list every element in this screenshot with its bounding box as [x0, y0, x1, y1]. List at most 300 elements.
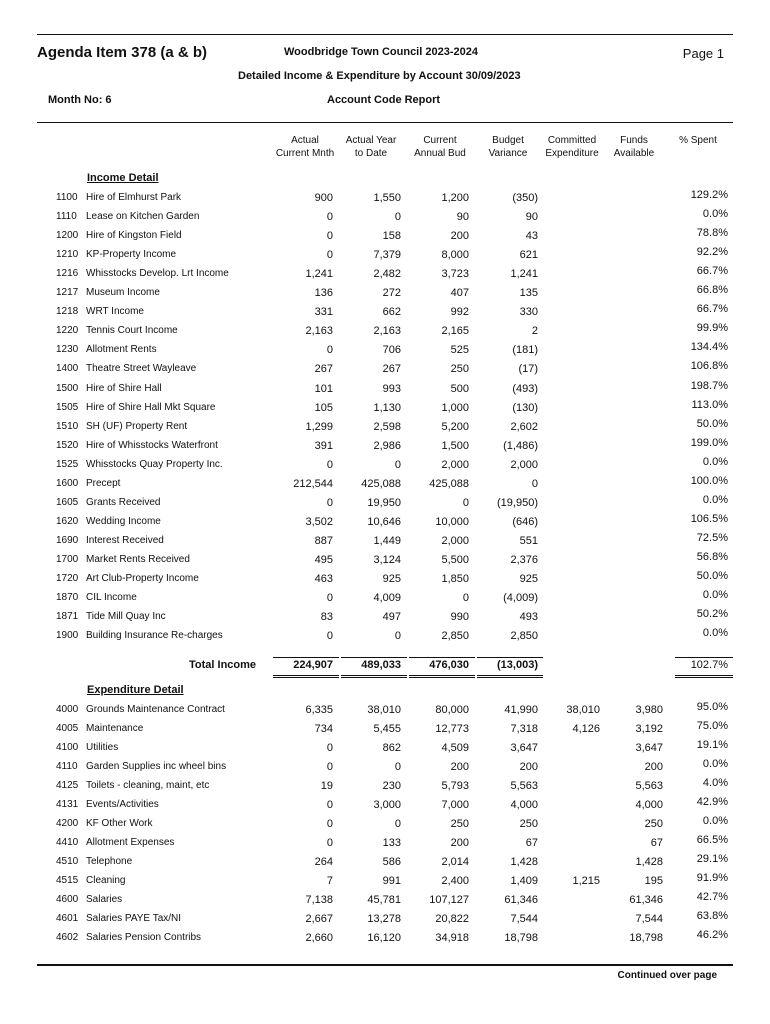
value-cell: (19,950) — [497, 496, 538, 509]
value-cell: 66.7% — [696, 265, 728, 278]
value-cell: 2,667 — [305, 913, 333, 925]
account-code: 1900 — [56, 630, 79, 642]
account-code: 4510 — [56, 856, 79, 867]
value-cell: 1,409 — [510, 875, 538, 887]
report-name: Account Code Report — [327, 94, 441, 106]
value-cell: 1,449 — [373, 534, 401, 547]
value-cell: 0 — [326, 458, 333, 471]
value-cell: 0 — [394, 761, 401, 773]
value-cell: 7,318 — [510, 723, 538, 735]
value-cell: 621 — [519, 249, 538, 262]
account-description: Grounds Maintenance Contract — [86, 704, 225, 715]
report-subtitle: Detailed Income & Expenditure by Account 30/09/2023 — [238, 70, 521, 82]
value-cell: 34,918 — [435, 932, 469, 944]
value-cell: 106.5% — [690, 512, 728, 525]
value-cell: 78.8% — [696, 227, 728, 240]
account-description: KF Other Work — [86, 818, 153, 829]
value-cell: 200 — [450, 837, 469, 849]
table-row — [0, 550, 770, 572]
value-cell: 42.9% — [696, 796, 728, 808]
value-cell: 63.8% — [696, 910, 728, 922]
account-code: 4200 — [56, 818, 79, 829]
value-cell: 2,482 — [373, 268, 401, 281]
value-cell: 13,278 — [367, 913, 401, 925]
value-cell: 551 — [519, 534, 538, 547]
account-code: 4005 — [56, 723, 79, 734]
value-cell: 1,215 — [572, 875, 600, 887]
table-row — [0, 910, 770, 931]
account-code: 1100 — [56, 192, 78, 203]
value-cell: 2,660 — [305, 932, 333, 944]
table-row — [0, 208, 770, 229]
col-header-actual-month: Actual Current Mnth — [275, 135, 335, 159]
account-description: KP-Property Income — [86, 249, 177, 261]
value-cell: 46.2% — [696, 929, 728, 941]
account-code: 4410 — [56, 837, 79, 848]
value-cell: 105 — [314, 401, 333, 414]
value-cell: 5,563 — [510, 780, 538, 792]
account-code: 4110 — [56, 761, 78, 772]
table-row — [0, 246, 770, 267]
total-overline — [477, 657, 543, 658]
total-overline — [273, 657, 339, 658]
account-code: 1605 — [56, 496, 79, 508]
value-cell: 0 — [394, 211, 401, 224]
value-cell: 2,000 — [441, 534, 469, 547]
value-cell: 38,010 — [367, 704, 401, 716]
table-row — [0, 853, 770, 874]
value-cell: 199.0% — [690, 436, 728, 449]
footer-rule — [37, 964, 733, 966]
value-cell: 1,000 — [441, 401, 469, 414]
total-cell: 102.7% — [690, 659, 728, 671]
account-description: Events/Activities — [86, 799, 159, 810]
total-overline — [675, 657, 733, 658]
value-cell: 2,850 — [510, 630, 538, 643]
value-cell: 67 — [650, 837, 663, 849]
account-code: 1220 — [56, 325, 79, 337]
value-cell: 0 — [531, 477, 538, 490]
value-cell: 7,379 — [373, 249, 401, 262]
account-description: Whisstocks Develop. Lrt Income — [86, 268, 229, 280]
value-cell: 0.0% — [702, 627, 728, 640]
table-row — [0, 834, 770, 855]
value-cell: 0 — [326, 799, 333, 811]
col-header-committed: Committed Expenditure — [545, 135, 599, 159]
account-description: SH (UF) Property Rent — [86, 420, 188, 432]
account-code: 4100 — [56, 742, 79, 753]
value-cell: 19.1% — [696, 739, 728, 751]
value-cell: 2,986 — [373, 439, 401, 452]
value-cell: 330 — [519, 306, 538, 319]
account-description: CIL Income — [86, 592, 137, 604]
account-code: 1520 — [56, 439, 79, 451]
table-row — [0, 379, 770, 401]
value-cell: 7,544 — [510, 913, 538, 925]
value-cell: 3,000 — [373, 799, 401, 811]
account-description: Salaries — [86, 894, 123, 905]
account-description: Museum Income — [86, 287, 160, 299]
value-cell: 50.0% — [696, 417, 728, 430]
agenda-item: Agenda Item 378 (a & b) — [37, 44, 208, 61]
table-row — [0, 739, 770, 760]
account-code: 4000 — [56, 704, 79, 715]
value-cell: 19 — [320, 780, 333, 792]
value-cell: 6,335 — [305, 704, 333, 716]
total-underline — [273, 675, 339, 676]
table-row — [0, 436, 770, 458]
account-description: Hire of Shire Hall Mkt Square — [86, 401, 216, 413]
value-cell: 3,192 — [635, 723, 663, 735]
account-description: Building Insurance Re-charges — [86, 630, 223, 642]
value-cell: 10,646 — [367, 515, 401, 528]
total-overline — [341, 657, 407, 658]
account-description: Maintenance — [86, 723, 144, 734]
value-cell: 100.0% — [690, 474, 728, 487]
value-cell: 463 — [314, 573, 333, 585]
value-cell: 106.8% — [690, 360, 728, 373]
value-cell: 0 — [326, 761, 333, 773]
value-cell: 92.2% — [696, 246, 728, 259]
col-header-percent-spent: % Spent — [679, 135, 717, 146]
value-cell: 1,550 — [373, 192, 401, 204]
account-description: Toilets - cleaning, maint, etc — [86, 780, 210, 791]
table-row — [0, 417, 770, 439]
total-underline — [341, 675, 407, 676]
value-cell: (646) — [512, 515, 538, 528]
value-cell: 0 — [394, 630, 401, 643]
value-cell: 925 — [519, 573, 538, 585]
account-code: 1216 — [56, 268, 79, 280]
value-cell: 2,014 — [441, 856, 469, 868]
value-cell: 200 — [450, 230, 469, 243]
value-cell: 900 — [314, 192, 333, 204]
account-code: 4601 — [56, 913, 79, 924]
table-row — [0, 341, 770, 362]
value-cell: 0.0% — [702, 493, 728, 506]
value-cell: 1,130 — [373, 401, 401, 414]
value-cell: 250 — [450, 818, 469, 830]
account-description: Market Rents Received — [86, 553, 190, 565]
total-underline — [477, 675, 543, 676]
value-cell: 66.7% — [696, 303, 728, 316]
value-cell: 19,950 — [367, 496, 401, 509]
value-cell: 7,544 — [635, 913, 663, 925]
value-cell: 0 — [326, 592, 333, 605]
value-cell: 0 — [326, 249, 333, 262]
value-cell: 4.0% — [702, 777, 728, 789]
value-cell: 734 — [314, 723, 333, 735]
value-cell: 7,138 — [305, 894, 333, 906]
value-cell: 18,798 — [629, 932, 663, 944]
total-income-label: Total Income — [189, 659, 257, 671]
account-description: Salaries PAYE Tax/NI — [86, 913, 182, 924]
account-code: 1510 — [56, 420, 79, 432]
account-code: 4600 — [56, 894, 79, 905]
value-cell: 95.0% — [696, 701, 728, 713]
value-cell: (350) — [512, 192, 538, 204]
value-cell: 80,000 — [435, 704, 469, 716]
value-cell: 90 — [456, 211, 469, 224]
value-cell: 0.0% — [702, 758, 728, 770]
value-cell: 991 — [382, 875, 401, 887]
value-cell: 198.7% — [690, 379, 728, 392]
table-row — [0, 589, 770, 610]
value-cell: 3,723 — [441, 268, 469, 281]
account-code: 1525 — [56, 458, 79, 470]
table-row — [0, 796, 770, 817]
value-cell: 272 — [382, 287, 401, 300]
total-underline — [409, 675, 475, 676]
value-cell: 66.8% — [696, 284, 728, 297]
account-code: 1110 — [56, 211, 77, 223]
account-code: 1500 — [56, 382, 79, 394]
value-cell: 101 — [314, 382, 333, 395]
total-cell: 224,907 — [293, 659, 333, 671]
account-code: 1505 — [56, 401, 79, 413]
value-cell: 200 — [450, 761, 469, 773]
table-row — [0, 398, 770, 420]
value-cell: 230 — [382, 780, 401, 792]
value-cell: 12,773 — [435, 723, 469, 735]
value-cell: 158 — [382, 230, 401, 243]
value-cell: 391 — [314, 439, 333, 452]
account-code: 1218 — [56, 306, 79, 318]
account-code: 1871 — [56, 611, 79, 623]
account-description: Interest Received — [86, 534, 164, 546]
value-cell: 50.0% — [696, 570, 728, 582]
table-row — [0, 872, 770, 893]
value-cell: 0 — [326, 630, 333, 643]
value-cell: 43 — [525, 230, 538, 243]
value-cell: 67 — [525, 837, 538, 849]
table-row — [0, 493, 770, 515]
value-cell: 497 — [382, 611, 401, 624]
value-cell: 495 — [314, 553, 333, 566]
value-cell: 90 — [525, 211, 538, 224]
account-code: 1230 — [56, 344, 79, 356]
account-description: Allotment Rents — [86, 344, 157, 356]
account-code: 1620 — [56, 515, 79, 527]
value-cell: 3,647 — [635, 742, 663, 754]
value-cell: 1,850 — [441, 573, 469, 585]
table-row — [0, 474, 770, 496]
value-cell: 135 — [519, 287, 538, 300]
account-description: Hire of Elmhurst Park — [86, 192, 182, 203]
value-cell: 3,502 — [305, 515, 333, 528]
value-cell: 7,000 — [441, 799, 469, 811]
value-cell: 425,088 — [429, 477, 469, 490]
month-label: Month No: 6 — [48, 94, 112, 106]
table-row — [0, 570, 770, 591]
value-cell: 407 — [450, 287, 469, 300]
value-cell: 250 — [519, 818, 538, 830]
table-row — [0, 720, 770, 741]
value-cell: 0 — [326, 742, 333, 754]
value-cell: 2 — [531, 325, 538, 338]
account-description: Wedding Income — [86, 515, 161, 527]
value-cell: 10,000 — [435, 515, 469, 528]
value-cell: 0 — [326, 230, 333, 243]
value-cell: 41,990 — [504, 704, 538, 716]
expenditure-section-title: Expenditure Detail — [87, 684, 184, 696]
value-cell: 4,509 — [441, 742, 469, 754]
table-row — [0, 701, 770, 722]
account-description: WRT Income — [86, 306, 144, 318]
value-cell: 7 — [326, 875, 333, 887]
value-cell: 887 — [314, 534, 333, 547]
value-cell: 1,299 — [305, 420, 333, 433]
table-row — [0, 815, 770, 836]
value-cell: 5,793 — [441, 780, 469, 792]
value-cell: 5,455 — [373, 723, 401, 735]
account-description: Tennis Court Income — [86, 325, 178, 337]
value-cell: 264 — [314, 856, 333, 868]
account-description: Cleaning — [86, 875, 126, 886]
value-cell: 5,500 — [441, 553, 469, 566]
table-row — [0, 531, 770, 553]
value-cell: 195 — [644, 875, 663, 887]
value-cell: 16,120 — [367, 932, 401, 944]
account-description: Lease on Kitchen Garden — [86, 211, 200, 223]
account-code: 1690 — [56, 534, 79, 546]
value-cell: 0.0% — [702, 208, 728, 221]
account-description: Utilities — [86, 742, 119, 753]
account-code: 4602 — [56, 932, 79, 943]
value-cell: 4,000 — [510, 799, 538, 811]
account-code: 1217 — [56, 287, 79, 299]
value-cell: 267 — [314, 363, 333, 376]
value-cell: 2,376 — [510, 553, 538, 566]
value-cell: 61,346 — [629, 894, 663, 906]
value-cell: 75.0% — [696, 720, 728, 732]
value-cell: 113.0% — [691, 398, 728, 411]
header-rule — [37, 122, 733, 123]
top-rule — [37, 34, 733, 35]
value-cell: 331 — [314, 306, 333, 319]
value-cell: 500 — [450, 382, 469, 395]
continued-note: Continued over page — [617, 970, 717, 981]
account-description: Hire of Shire Hall — [86, 382, 162, 394]
value-cell: 45,781 — [367, 894, 401, 906]
value-cell: 4,000 — [635, 799, 663, 811]
table-row — [0, 891, 770, 912]
value-cell: 925 — [382, 573, 401, 585]
value-cell: 2,602 — [510, 420, 538, 433]
value-cell: 493 — [519, 611, 538, 624]
value-cell: 3,124 — [373, 553, 401, 566]
account-description: Hire of Whisstocks Waterfront — [86, 439, 218, 451]
value-cell: 3,647 — [510, 742, 538, 754]
table-row — [0, 758, 770, 779]
value-cell: 0 — [326, 211, 333, 224]
total-underline — [273, 677, 339, 678]
value-cell: 0 — [462, 592, 469, 605]
value-cell: 50.2% — [696, 608, 728, 621]
value-cell: 8,000 — [441, 249, 469, 262]
account-code: 1210 — [56, 249, 79, 261]
total-cell: 476,030 — [429, 659, 469, 671]
value-cell: (181) — [512, 344, 538, 357]
value-cell: 4,126 — [572, 723, 600, 735]
value-cell: 1,241 — [510, 268, 538, 281]
value-cell: 134.4% — [690, 341, 728, 354]
table-row — [0, 322, 770, 343]
total-underline — [675, 675, 733, 676]
col-header-budget-variance: Budget Variance — [488, 135, 528, 159]
value-cell: 2,163 — [305, 325, 333, 338]
value-cell: 42.7% — [696, 891, 728, 903]
value-cell: 1,428 — [510, 856, 538, 868]
total-overline — [409, 657, 475, 658]
total-underline — [409, 677, 475, 678]
value-cell: 586 — [382, 856, 401, 868]
account-code: 4515 — [56, 875, 79, 886]
value-cell: 0 — [462, 496, 469, 509]
value-cell: 0 — [326, 818, 333, 830]
value-cell: 706 — [382, 344, 401, 357]
account-code: 1870 — [56, 592, 79, 604]
value-cell: 250 — [644, 818, 663, 830]
value-cell: 1,500 — [441, 439, 469, 452]
value-cell: 2,400 — [441, 875, 469, 887]
total-underline — [675, 677, 733, 678]
total-cell: (13,003) — [497, 659, 538, 671]
col-header-actual-ytd: Actual Year to Date — [345, 135, 397, 159]
value-cell: 0.0% — [702, 589, 728, 602]
value-cell: 107,127 — [429, 894, 469, 906]
value-cell: 0.0% — [702, 455, 728, 468]
value-cell: 250 — [450, 363, 469, 376]
account-description: Precept — [86, 477, 121, 489]
value-cell: 99.9% — [696, 322, 728, 335]
value-cell: 0.0% — [702, 815, 728, 827]
table-row — [0, 189, 770, 210]
col-header-annual-budget: Current Annual Bud — [414, 135, 466, 159]
value-cell: (130) — [512, 401, 538, 414]
table-row — [0, 777, 770, 798]
account-description: Whisstocks Quay Property Inc. — [86, 458, 223, 470]
value-cell: 993 — [382, 382, 401, 395]
value-cell: 5,200 — [441, 420, 469, 433]
value-cell: 1,241 — [305, 268, 333, 281]
value-cell: 862 — [382, 742, 401, 754]
value-cell: 0 — [326, 837, 333, 849]
value-cell: 0 — [326, 496, 333, 509]
account-description: Theatre Street Wayleave — [86, 363, 197, 375]
value-cell: 662 — [382, 306, 401, 319]
total-underline — [341, 677, 407, 678]
value-cell: 5,563 — [635, 780, 663, 792]
value-cell: 990 — [450, 611, 469, 624]
table-row — [0, 929, 770, 950]
account-code: 4125 — [56, 780, 79, 791]
account-code: 1720 — [56, 573, 79, 584]
value-cell: 0 — [394, 458, 401, 471]
table-row — [0, 455, 770, 477]
value-cell: 136 — [314, 287, 333, 300]
value-cell: 2,850 — [441, 630, 469, 643]
account-code: 1200 — [56, 230, 79, 242]
col-header-funds-available: Funds Available — [613, 135, 655, 159]
value-cell: 133 — [382, 837, 401, 849]
value-cell: 1,200 — [441, 192, 469, 204]
value-cell: 992 — [450, 306, 469, 319]
table-row — [0, 627, 770, 648]
account-code: 1600 — [56, 477, 79, 489]
account-code: 1700 — [56, 553, 79, 565]
council-name: Woodbridge Town Council 2023-2024 — [284, 46, 478, 58]
